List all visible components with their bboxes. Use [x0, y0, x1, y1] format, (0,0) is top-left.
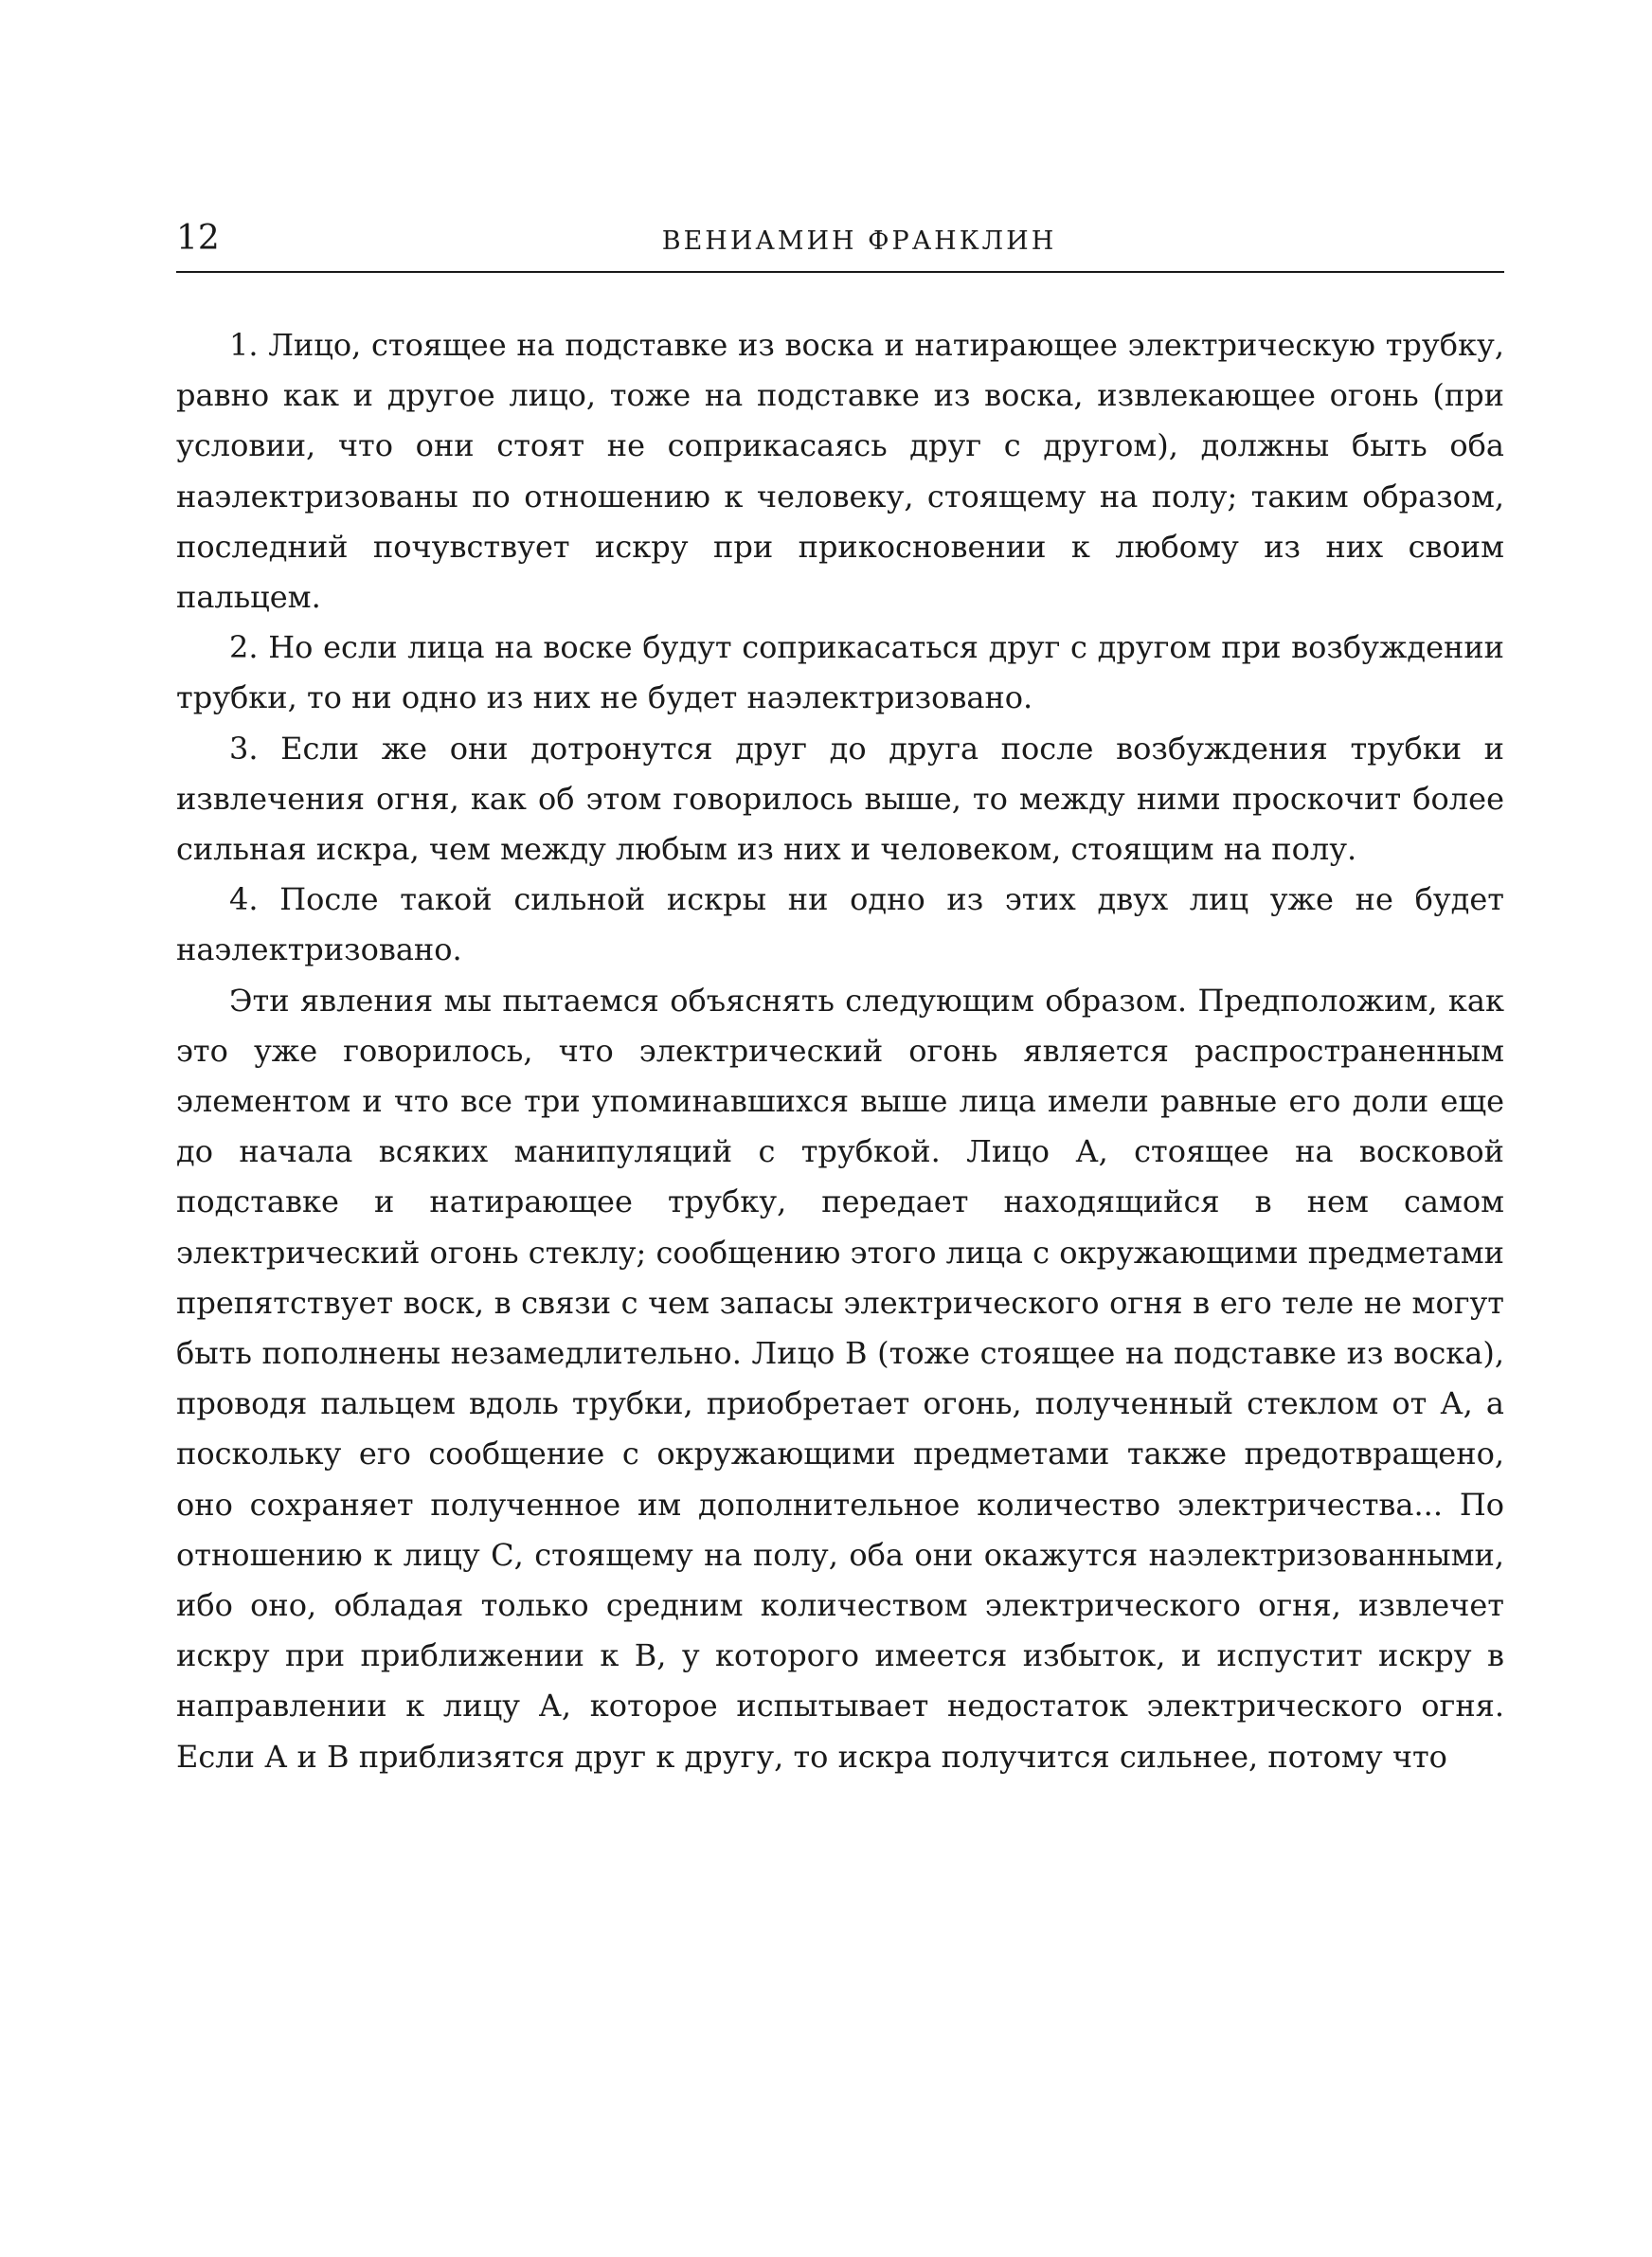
page-number: 12 [176, 219, 220, 258]
header-rule [176, 271, 1504, 273]
paragraph-4: 4. После такой сильной искры ни одно из этих двух лиц уже не будет наэлектризовано. [176, 881, 1504, 968]
paragraph-3: 3. Если же они дотронутся друг до друга после возбуждения трубки и извлечения огня, как об этом говорилось выше, то между ними проскочит более сильная искра, чем между любым из них и человеком, стоящим на полу. [176, 730, 1504, 868]
paragraph-1: 1. Лицо, стоящее на подставке из воска и натирающее электрическую трубку, равно как и другое лицо, тоже на подставке из воска, извлекающее огонь (при условии, что они стоят не соприкасаясь друг с другом), должны быть оба наэлектризованы по отношению к человеку, стоящему на полу; таким образом, последний почувствует искру при прикосновении к любому из них своим пальцем. [176, 327, 1504, 616]
running-title: ВЕНИАМИН ФРАНКЛИН [661, 226, 1057, 256]
running-head [176, 220, 1504, 267]
paragraph-2: 2. Но если лица на воске будут соприкасаться друг с другом при возбуждении трубки, то ни одно из них не будет наэлектризовано. [176, 629, 1504, 716]
body-text [176, 320, 1504, 1782]
paragraph-5: Эти явления мы пытаемся объяснять следующим образом. Предположим, как это уже говорилось, что электрический огонь является распространенным элементом и что все три упоминавшихся выше лица имели равные его доли еще до начала всяких манипуляций с трубкой. Лицо А, стоящее на восковой подставке и натирающее трубку, передает находящийся в нем самом электрический огонь стеклу; сообщению этого лица с окружающими предметами препятствует воск, в связи с чем запасы электрического огня в его теле не могут быть пополнены незамедлительно. Лицо В (тоже стоящее на подставке из воска), проводя пальцем вдоль трубки, приобретает огонь, полученный стеклом от А, а поскольку его сообщение с окружающими предметами также предотвращено, оно сохраняет полученное им дополнительное количество электричества... По отношению к лицу С, стоящему на полу, оба они окажутся наэлектризованными, ибо оно, обладая только средним количеством электрического огня, извлечет искру при приближении к В, у которого имеется избыток, и испустит искру в направлении к лицу А, которое испытывает недостаток электрического огня. Если А и В приблизятся друг к другу, то искра получится сильнее, потому что [176, 982, 1504, 1775]
